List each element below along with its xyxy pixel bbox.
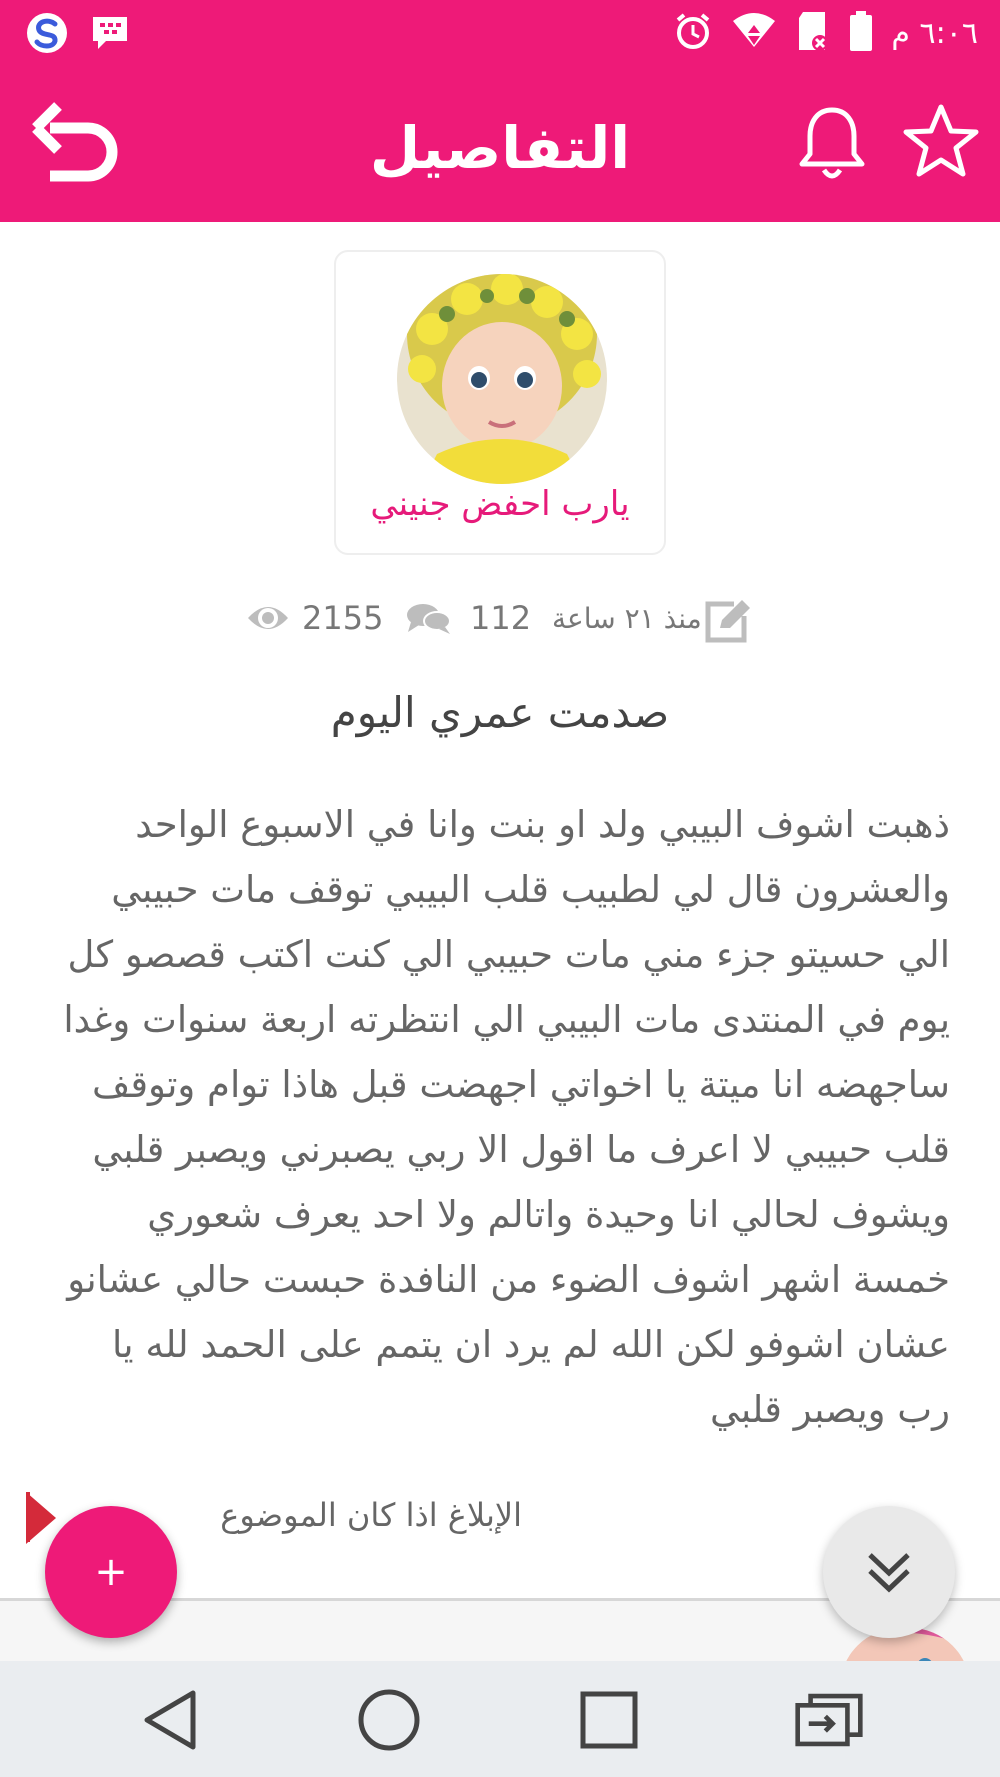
comments-count: 112 bbox=[470, 599, 532, 637]
app-s-icon bbox=[24, 10, 70, 60]
switch-window-icon bbox=[794, 1690, 864, 1750]
favorite-button[interactable] bbox=[902, 102, 980, 180]
nav-switch-button[interactable] bbox=[794, 1685, 864, 1755]
comments-icon bbox=[405, 602, 453, 640]
plus-icon: + bbox=[94, 1549, 128, 1595]
battery-icon bbox=[849, 10, 873, 56]
triangle-back-icon bbox=[141, 1689, 201, 1751]
report-text[interactable]: الإبلاغ اذا كان الموضوع bbox=[220, 1496, 522, 1534]
bell-icon bbox=[795, 104, 869, 184]
author-name[interactable]: يارب احفض جنيني bbox=[370, 484, 630, 524]
square-recents-icon bbox=[579, 1690, 639, 1750]
nav-back-button[interactable] bbox=[136, 1685, 206, 1755]
post-body: ذهبت اشوف البيبي ولد او بنت وانا في الاسبوع الواحد والعشرون قال لي لطبيب قلب البيبي توقف مات حبيبي الي حسيتو جزء مني مات حبيبي الي كنت اكتب قصصو كل يوم في المنتدى مات البيبي الي انتظرته اربعة سنوات وغدا ساجهضه انا ميتة يا اخواتي اجهضت قبل هاذا توام وتوقف قلب حبيبي لا اعرف ما اقول الا ربي يصبرني ويصبر قلبي ويشوف لحالي انا وحيدة واتالم ولا احد يعرف شعوري خمسة اشهر اشوف الضوء من النافدة حبست حالي عشانو عشان اشوفو لكن الله لم يرد ان يتمم على الحمد لله يا رب ويصبر قلبي bbox=[63, 803, 950, 1431]
circle-home-icon bbox=[357, 1688, 421, 1752]
views-count: 2155 bbox=[302, 599, 384, 637]
notifications-button[interactable] bbox=[795, 104, 869, 184]
post-title: صدمت عمري اليوم bbox=[330, 688, 670, 737]
bbm-icon bbox=[90, 14, 130, 56]
sd-card-icon bbox=[795, 10, 831, 56]
status-right-icons bbox=[673, 10, 978, 56]
nav-recents-button[interactable] bbox=[574, 1685, 644, 1755]
avatar[interactable] bbox=[397, 274, 607, 484]
double-chevron-down-icon bbox=[864, 1547, 914, 1597]
post-time: منذ ٢١ ساعة bbox=[552, 601, 702, 635]
wifi-icon bbox=[731, 11, 777, 55]
system-nav-bar bbox=[0, 1661, 1000, 1777]
page-title: التفاصيل bbox=[369, 114, 631, 182]
nav-home-button[interactable] bbox=[354, 1685, 424, 1755]
eye-icon bbox=[246, 598, 290, 642]
alarm-icon bbox=[673, 11, 713, 55]
star-icon bbox=[902, 102, 980, 180]
status-left-icons bbox=[24, 10, 130, 60]
status-time: ٦:٠٦ م bbox=[891, 15, 978, 51]
status-bar bbox=[0, 0, 1000, 64]
app-bar bbox=[0, 64, 1000, 222]
post-meta bbox=[0, 590, 1000, 646]
edit-icon bbox=[704, 598, 752, 648]
author-card[interactable] bbox=[334, 250, 666, 555]
add-post-button[interactable] bbox=[45, 1506, 177, 1638]
scroll-down-button[interactable] bbox=[823, 1506, 955, 1638]
